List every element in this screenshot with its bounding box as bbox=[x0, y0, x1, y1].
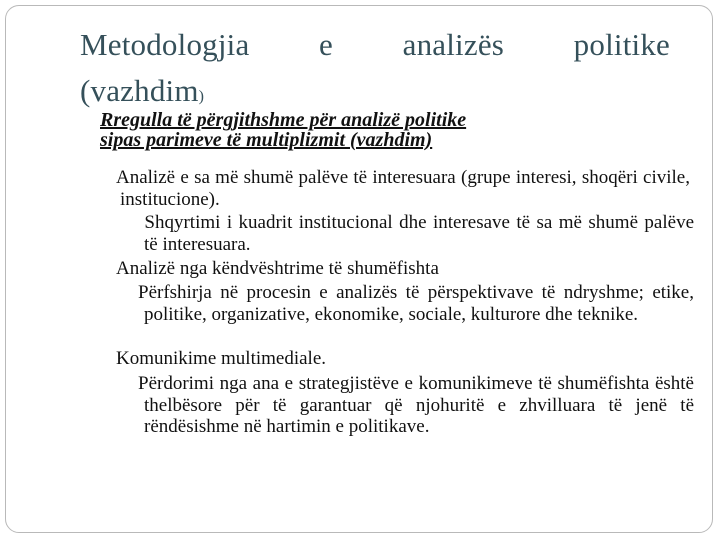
heading-line-2: sipas parimeve të multiplizmit (vazhdim) bbox=[100, 129, 433, 151]
item-text: Shqyrtimi i kuadrit institucional dhe interesave të sa më shumë palëve të interesuara. bbox=[138, 212, 694, 255]
item-text: Analizë nga këndvështrime të shumëfishta bbox=[116, 258, 439, 279]
list-item bbox=[100, 258, 690, 280]
list-item bbox=[122, 282, 694, 325]
item-text: Analizë e sa më shumë palëve të interesuara (grupe interesi, shoqëri civile, institucione). bbox=[116, 167, 690, 210]
title-paren: ) bbox=[198, 88, 205, 105]
bullet-heading bbox=[80, 110, 680, 150]
slide-title bbox=[80, 22, 670, 120]
title-word: analizës bbox=[402, 27, 505, 62]
heading-line-1: Rregulla të përgjithshme për analizë politike bbox=[100, 109, 467, 131]
item-text: Komunikime multimediale. bbox=[116, 348, 327, 369]
title-word: e bbox=[319, 27, 334, 62]
title-word: politike bbox=[573, 27, 670, 62]
list-item bbox=[122, 373, 694, 438]
title-line-1 bbox=[80, 22, 670, 68]
item-text: Përdorimi nga ana e strategjistëve e komunikimeve të shumëfishta është thelbësore për të garantuar që njohuritë e zhvilluara të jenë të rëndësishme në hartimin e politikave. bbox=[138, 373, 694, 437]
list-item bbox=[100, 348, 690, 370]
list-item bbox=[122, 212, 694, 255]
title-line-2-text: (vazhdim bbox=[80, 73, 199, 108]
item-text: Përfshirja në procesin e analizës të përspektivave të ndryshme; etike, politike, organizative, ekonomike, sociale, kulturore dhe teknike. bbox=[138, 282, 694, 325]
list-item bbox=[100, 167, 690, 210]
title-word: Metodologjia bbox=[80, 27, 250, 62]
